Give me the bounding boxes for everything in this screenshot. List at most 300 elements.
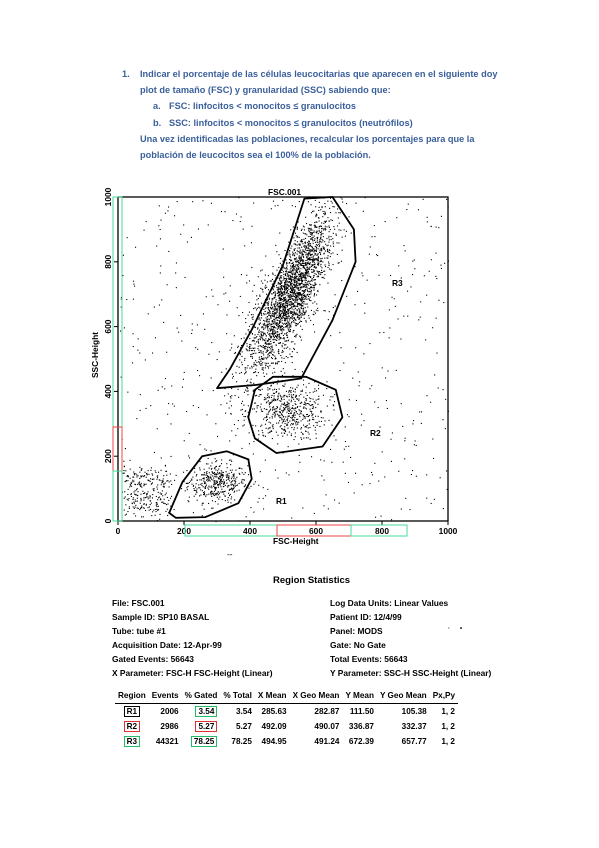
scatter-point-r3 xyxy=(306,264,307,265)
scatter-point-r3 xyxy=(252,367,253,368)
scatter-point-r3 xyxy=(297,310,298,311)
scatter-point-r2 xyxy=(306,408,307,409)
scatter-point-r3 xyxy=(324,228,325,229)
scatter-point-r2 xyxy=(277,443,278,444)
scatter-point-r1 xyxy=(227,500,228,501)
scatter-point-debris xyxy=(141,470,142,471)
scatter-point-r2 xyxy=(303,425,304,426)
scatter-point-background xyxy=(138,338,139,339)
scatter-point-r2 xyxy=(294,439,295,440)
scatter-point-r3 xyxy=(271,293,272,294)
scatter-point-r1 xyxy=(196,492,197,493)
scatter-point-r2 xyxy=(294,421,295,422)
scatter-point-background xyxy=(401,403,402,404)
scatter-point-r3 xyxy=(260,350,261,351)
scatter-point-r3 xyxy=(318,244,319,245)
scatter-point-r2 xyxy=(274,395,275,396)
scatter-point-r3 xyxy=(285,284,286,285)
scatter-point-r3 xyxy=(273,319,274,320)
scatter-point-r3 xyxy=(259,357,260,358)
scatter-point-r2 xyxy=(309,404,310,405)
scatter-point-r3 xyxy=(320,250,321,251)
scatter-point-r2 xyxy=(287,424,288,425)
scatter-point-r3 xyxy=(285,307,286,308)
scatter-point-r3 xyxy=(299,247,300,248)
scatter-point-r3 xyxy=(308,236,309,237)
scatter-point-debris xyxy=(143,500,144,501)
scatter-point-r3 xyxy=(299,280,300,281)
scatter-point-r2 xyxy=(300,391,301,392)
scatter-point-r1 xyxy=(203,503,204,504)
scatter-point-debris xyxy=(133,477,134,478)
scatter-point-r3 xyxy=(293,322,294,323)
scatter-point-r3 xyxy=(299,271,300,272)
scatter-point-debris xyxy=(124,510,125,511)
scatter-point-r2 xyxy=(242,425,243,426)
scatter-point-r3 xyxy=(241,362,242,363)
y-mean-cell: 672.39 xyxy=(348,737,374,746)
scatter-point-r3 xyxy=(255,307,256,308)
scatter-point-r2 xyxy=(272,426,273,427)
question-line-4: población de leucocitos sea el 100% de la población. xyxy=(140,150,371,160)
scatter-point-background xyxy=(347,414,348,415)
scatter-point-r2 xyxy=(268,428,269,429)
scatter-point-r3 xyxy=(305,278,306,279)
scatter-point-r2 xyxy=(290,409,291,410)
scatter-point-r3 xyxy=(275,275,276,276)
scatter-point-r3 xyxy=(276,322,277,323)
scatter-point-r3 xyxy=(291,298,292,299)
scatter-point-r3 xyxy=(318,217,319,218)
scatter-point-r3 xyxy=(300,257,301,258)
scatter-point-r3 xyxy=(263,339,264,340)
scatter-point-background xyxy=(285,314,286,315)
scatter-point-r3 xyxy=(303,314,304,315)
scatter-point-r3 xyxy=(297,229,298,230)
scatter-point-r3 xyxy=(280,290,281,291)
scatter-point-r3 xyxy=(319,245,320,246)
scatter-point-debris xyxy=(145,472,146,473)
scatter-point-r3 xyxy=(327,283,328,284)
plot-title: FSC.001 xyxy=(268,187,302,197)
scatter-point-r2 xyxy=(299,395,300,396)
scatter-point-r2 xyxy=(268,393,269,394)
scatter-point-r3 xyxy=(323,236,324,237)
scatter-point-r2 xyxy=(270,385,271,386)
scatter-point-r3 xyxy=(322,240,323,241)
scatter-point-r3 xyxy=(250,356,251,357)
scatter-point-r3 xyxy=(326,226,327,227)
scatter-point-r3 xyxy=(317,245,318,246)
scatter-point-r1 xyxy=(191,480,192,481)
scatter-point-r3 xyxy=(300,265,301,266)
scatter-point-r2 xyxy=(289,411,290,412)
scatter-point-r3 xyxy=(287,318,288,319)
scatter-point-r3 xyxy=(256,411,257,412)
scatter-point-r3 xyxy=(261,303,262,304)
scatter-point-r3 xyxy=(305,242,306,243)
scatter-point-background xyxy=(298,471,299,472)
scatter-point-r3 xyxy=(292,299,293,300)
scatter-point-r2 xyxy=(282,397,283,398)
scatter-point-r1 xyxy=(225,485,226,486)
scatter-point-r3 xyxy=(272,373,273,374)
scatter-point-r3 xyxy=(314,251,315,252)
scatter-point-background xyxy=(413,420,414,421)
item-a-marker: a. xyxy=(153,101,161,111)
scatter-point-r3 xyxy=(276,251,277,252)
scatter-point-r3 xyxy=(262,338,263,339)
scatter-point-background xyxy=(326,388,327,389)
scatter-point-r3 xyxy=(288,324,289,325)
scatter-point-r3 xyxy=(254,364,255,365)
scatter-point-r3 xyxy=(310,288,311,289)
scatter-point-background xyxy=(221,211,222,212)
scatter-point-r2 xyxy=(274,409,275,410)
scatter-point-r3 xyxy=(289,297,290,298)
scatter-point-r3 xyxy=(316,303,317,304)
scatter-point-r3 xyxy=(272,349,273,350)
scatter-point-r3 xyxy=(303,273,304,274)
scatter-point-r3 xyxy=(277,363,278,364)
scatter-point-r3 xyxy=(312,285,313,286)
scatter-point-r3 xyxy=(332,252,333,253)
scatter-point-r3 xyxy=(299,255,300,256)
scatter-point-r3 xyxy=(276,325,277,326)
scatter-point-r3 xyxy=(270,325,271,326)
gated-cell: 78.25 xyxy=(191,736,218,747)
scatter-point-r3 xyxy=(274,372,275,373)
scatter-point-r3 xyxy=(293,266,294,267)
scatter-point-r2 xyxy=(303,380,304,381)
scatter-point-r3 xyxy=(316,251,317,252)
scatter-point-r3 xyxy=(335,212,336,213)
scatter-point-r3 xyxy=(313,271,314,272)
scatter-point-background xyxy=(231,430,232,431)
scatter-point-background xyxy=(171,456,172,457)
scatter-point-r3 xyxy=(303,233,304,234)
scatter-point-r3 xyxy=(313,258,314,259)
scatter-point-debris xyxy=(166,493,167,494)
scatter-point-r3 xyxy=(305,246,306,247)
scatter-point-r3 xyxy=(307,253,308,254)
scatter-point-r3 xyxy=(280,320,281,321)
table-row xyxy=(115,704,458,720)
scatter-point-debris xyxy=(152,475,153,476)
scatter-point-r3 xyxy=(290,282,291,283)
scatter-point-background xyxy=(125,448,126,449)
scatter-point-r2 xyxy=(315,422,316,423)
scatter-point-r2 xyxy=(292,417,293,418)
scatter-point-r3 xyxy=(289,308,290,309)
scatter-point-r2 xyxy=(305,418,306,419)
scatter-point-background xyxy=(382,367,383,368)
scatter-point-r3 xyxy=(269,389,270,390)
scatter-point-r3 xyxy=(337,254,338,255)
scatter-point-r2 xyxy=(266,428,267,429)
scatter-point-r3 xyxy=(291,280,292,281)
scatter-point-r1 xyxy=(228,497,229,498)
scatter-point-r2 xyxy=(286,412,287,413)
scatter-point-r2 xyxy=(255,425,256,426)
scatter-point-background xyxy=(184,440,185,441)
scatter-point-r3 xyxy=(324,248,325,249)
scatter-point-debris xyxy=(127,494,128,495)
scatter-point-background xyxy=(431,259,432,260)
scatter-point-r3 xyxy=(306,247,307,248)
scatter-point-background xyxy=(186,411,187,412)
scatter-point-r3 xyxy=(278,284,279,285)
scatter-point-r2 xyxy=(302,391,303,392)
scatter-point-r3 xyxy=(239,367,240,368)
scatter-point-r3 xyxy=(283,305,284,306)
scatter-point-r3 xyxy=(302,301,303,302)
scatter-point-r1 xyxy=(208,477,209,478)
scatter-point-r3 xyxy=(326,238,327,239)
scatter-point-r3 xyxy=(329,227,330,228)
scatter-point-r1 xyxy=(216,481,217,482)
scatter-point-background xyxy=(256,295,257,296)
scatter-point-r2 xyxy=(316,433,317,434)
scatter-point-r3 xyxy=(312,247,313,248)
scatter-point-r2 xyxy=(261,409,262,410)
scatter-point-r3 xyxy=(238,346,239,347)
question-number: 1. xyxy=(122,69,130,79)
scatter-point-r3 xyxy=(241,338,242,339)
scatter-point-r2 xyxy=(349,399,350,400)
scatter-point-background xyxy=(438,388,439,389)
scatter-point-r3 xyxy=(290,248,291,249)
scatter-point-r3 xyxy=(271,324,272,325)
scatter-point-background xyxy=(136,418,137,419)
scatter-point-r2 xyxy=(280,406,281,407)
scatter-point-r3 xyxy=(271,343,272,344)
scatter-point-r3 xyxy=(265,338,266,339)
scatter-point-r3 xyxy=(288,297,289,298)
scatter-point-r2 xyxy=(284,399,285,400)
scatter-point-r1 xyxy=(234,476,235,477)
scatter-point-r1 xyxy=(234,487,235,488)
scatter-point-r2 xyxy=(265,436,266,437)
scatter-point-r3 xyxy=(310,236,311,237)
scatter-point-background xyxy=(180,315,181,316)
scatter-point-background xyxy=(392,297,393,298)
scatter-point-background xyxy=(165,378,166,379)
scatter-point-r3 xyxy=(304,265,305,266)
scatter-point-r2 xyxy=(257,407,258,408)
scatter-point-r1 xyxy=(183,472,184,473)
scatter-point-r3 xyxy=(252,319,253,320)
scatter-point-background xyxy=(414,259,415,260)
scatter-point-background xyxy=(387,408,388,409)
scatter-point-r1 xyxy=(199,487,200,488)
scatter-point-r3 xyxy=(308,252,309,253)
scatter-point-debris xyxy=(139,472,140,473)
scatter-point-r3 xyxy=(287,317,288,318)
scatter-point-r3 xyxy=(315,253,316,254)
scatter-point-r2 xyxy=(309,434,310,435)
scatter-point-background xyxy=(339,229,340,230)
scatter-point-debris xyxy=(158,492,159,493)
scatter-point-r3 xyxy=(274,321,275,322)
scatter-point-r3 xyxy=(288,286,289,287)
scatter-point-r3 xyxy=(314,255,315,256)
scatter-point-r1 xyxy=(207,487,208,488)
scatter-point-r2 xyxy=(329,399,330,400)
scatter-point-r2 xyxy=(321,421,322,422)
scatter-point-r2 xyxy=(333,405,334,406)
scatter-point-r3 xyxy=(312,303,313,304)
scatter-point-r3 xyxy=(279,297,280,298)
scatter-point-background xyxy=(322,258,323,259)
scatter-point-r3 xyxy=(278,334,279,335)
scatter-point-r1 xyxy=(213,473,214,474)
scatter-point-r3 xyxy=(309,300,310,301)
scatter-point-r3 xyxy=(300,288,301,289)
scatter-point-r1 xyxy=(218,477,219,478)
scatter-point-r3 xyxy=(286,301,287,302)
scatter-point-r2 xyxy=(230,396,231,397)
scatter-point-r2 xyxy=(323,395,324,396)
scatter-point-background xyxy=(416,445,417,446)
scatter-point-background xyxy=(289,474,290,475)
scatter-point-r3 xyxy=(314,238,315,239)
scatter-point-debris xyxy=(129,506,130,507)
scatter-point-background xyxy=(376,254,377,255)
scatter-point-debris xyxy=(136,476,137,477)
scatter-point-r3 xyxy=(313,280,314,281)
y-tick-label: 200 xyxy=(103,449,113,464)
scatter-point-r3 xyxy=(275,327,276,328)
scatter-point-r2 xyxy=(285,404,286,405)
scatter-point-r1 xyxy=(196,490,197,491)
scatter-point-debris xyxy=(137,507,138,508)
scatter-point-r3 xyxy=(330,256,331,257)
scatter-point-r3 xyxy=(290,275,291,276)
scatter-point-background xyxy=(375,517,376,518)
events-cell: 2986 xyxy=(160,722,179,731)
scatter-point-r2 xyxy=(321,417,322,418)
scatter-point-debris xyxy=(139,478,140,479)
scatter-point-r3 xyxy=(258,341,259,342)
scatter-point-r2 xyxy=(288,422,289,423)
scatter-point-r2 xyxy=(281,404,282,405)
scatter-point-r2 xyxy=(308,416,309,417)
scatter-point-r1 xyxy=(241,481,242,482)
scatter-point-background xyxy=(251,242,252,243)
scatter-point-r3 xyxy=(303,267,304,268)
scatter-point-debris xyxy=(152,511,153,512)
scatter-point-r1 xyxy=(206,494,207,495)
scatter-point-r3 xyxy=(241,372,242,373)
scatter-point-background xyxy=(412,470,413,471)
scatter-point-r3 xyxy=(322,239,323,240)
x-tick-label: 400 xyxy=(243,526,257,536)
scatter-point-r2 xyxy=(269,422,270,423)
scatter-point-debris xyxy=(144,508,145,509)
scatter-point-r1 xyxy=(199,495,200,496)
scatter-point-r3 xyxy=(255,369,256,370)
scatter-point-r3 xyxy=(271,329,272,330)
scatter-point-background xyxy=(324,460,325,461)
scatter-point-r3 xyxy=(272,321,273,322)
scatter-point-r1 xyxy=(197,480,198,481)
scatter-point-r3 xyxy=(286,293,287,294)
scatter-point-r3 xyxy=(262,367,263,368)
scatter-point-r2 xyxy=(301,413,302,414)
scatter-point-r2 xyxy=(270,403,271,404)
scatter-point-r3 xyxy=(278,328,279,329)
scatter-point-r3 xyxy=(252,356,253,357)
scatter-point-debris xyxy=(134,494,135,495)
scatter-point-background xyxy=(130,484,131,485)
scatter-point-background xyxy=(441,216,442,217)
scatter-point-r3 xyxy=(310,284,311,285)
scatter-point-background xyxy=(416,476,417,477)
scatter-point-r2 xyxy=(290,413,291,414)
scatter-point-r2 xyxy=(279,420,280,421)
scatter-point-r3 xyxy=(313,248,314,249)
scatter-point-debris xyxy=(130,485,131,486)
scatter-point-r2 xyxy=(291,397,292,398)
scatter-point-background xyxy=(275,245,276,246)
scatter-point-r1 xyxy=(195,490,196,491)
scatter-point-r3 xyxy=(293,237,294,238)
scatter-point-r3 xyxy=(260,337,261,338)
scatter-point-r2 xyxy=(289,432,290,433)
col-y-mean: Y Mean xyxy=(342,688,377,704)
scatter-point-background xyxy=(355,347,356,348)
scatter-point-r1 xyxy=(201,485,202,486)
scatter-point-r2 xyxy=(280,412,281,413)
scatter-point-background xyxy=(258,276,259,277)
scatter-point-r3 xyxy=(268,330,269,331)
scatter-point-debris xyxy=(152,494,153,495)
scatter-point-r3 xyxy=(302,263,303,264)
scatter-point-r3 xyxy=(329,263,330,264)
scatter-point-r3 xyxy=(291,311,292,312)
scatter-point-r2 xyxy=(288,408,289,409)
scatter-point-r2 xyxy=(257,405,258,406)
scatter-point-r3 xyxy=(303,275,304,276)
scatter-point-debris xyxy=(127,511,128,512)
scatter-point-debris xyxy=(171,484,172,485)
x-mean-cell: 285.63 xyxy=(261,707,287,716)
scatter-point-r3 xyxy=(330,219,331,220)
scatter-point-r3 xyxy=(311,204,312,205)
scatter-point-r3 xyxy=(301,303,302,304)
scatter-point-background xyxy=(369,388,370,389)
scatter-point-r3 xyxy=(289,272,290,273)
scatter-point-r1 xyxy=(257,502,258,503)
scatter-point-r3 xyxy=(263,351,264,352)
scatter-point-r3 xyxy=(303,239,304,240)
scatter-point-r1 xyxy=(223,494,224,495)
scatter-point-background xyxy=(317,231,318,232)
scatter-point-r3 xyxy=(266,363,267,364)
scatter-point-r2 xyxy=(315,416,316,417)
scatter-point-r3 xyxy=(332,206,333,207)
scatter-point-r3 xyxy=(276,313,277,314)
scatter-point-r1 xyxy=(229,476,230,477)
scatter-point-background xyxy=(155,337,156,338)
scatter-point-r3 xyxy=(309,248,310,249)
scatter-point-r3 xyxy=(268,312,269,313)
scatter-point-r2 xyxy=(311,415,312,416)
scatter-point-r3 xyxy=(289,354,290,355)
scatter-point-background xyxy=(378,407,379,408)
scatter-point-r3 xyxy=(316,227,317,228)
